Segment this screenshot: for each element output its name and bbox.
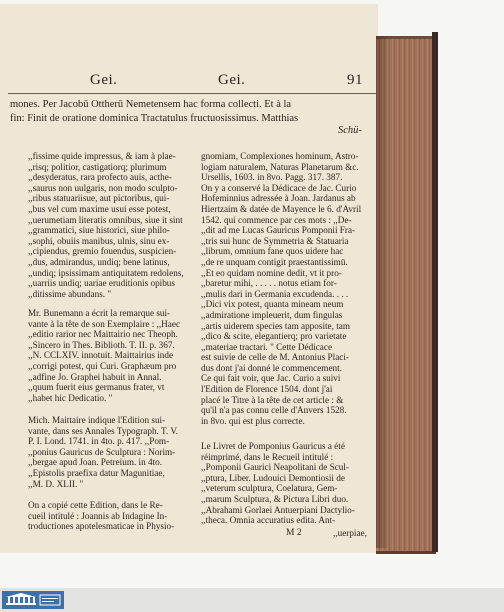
text-line: ,,desyderatus, rara profecto auis, acthe- [28,172,172,183]
text-line: ,,baretur mihi, . . . . . notus etiam for- [201,278,337,289]
text-line: ,,de re unquam contigit praestantissimū. [201,256,348,267]
text-line: Ursellis, 1603. in 8vo. Pagg. 317. 387. [201,172,343,183]
text-line: ,,ribus statuariisue, aut pictoribus, qui- [28,193,170,204]
text-line: réimprimé, dans le Recueil intitulé : [201,451,334,462]
viewer-footer-strip [0,588,504,612]
text-line: l'Edition de Florence 1504. dont j'ai [201,384,333,395]
text-line: placé le Titre à la tête de cet article : & [201,394,344,405]
text-line: ,,ponius Gauricus de Sculptura : Norim- [28,446,176,457]
text-line: ,,bus vel cum maxime usui esse potest, [28,203,171,214]
text-line: ,,corrigi potest, qui Curi. Graphæum pro [28,360,177,371]
text-line: Ce qui fait voir, que Jac. Curio a suivi [201,373,341,384]
right-column-block-1 [201,151,376,426]
running-head [0,72,378,94]
text-line: ,,ptura, Liber. Ludouici Demontiosii de [201,472,345,483]
text-line: ,,Dici vix potest, quanta mineam neum [201,299,344,310]
text-line: ,,saurus non uulgaris, non modo sculpto- [28,182,178,193]
text-line: ,,dus, admirandus, undiq; bene latinus, [28,256,170,267]
text-line: ,,materiae tractari. " Cette Dédicace [201,341,333,352]
text-line: ,,mulis dari in Germania excudenda. . . . [201,288,349,299]
text-line: Mr. Bunemann a écrit la remarque sui- [28,308,171,318]
text-line: ,,Abrahami Gorlaei Antuerpiani Dactylio- [201,504,355,515]
text-line: ,,Sincero in Thes. Biblioth. T. II. p. 367. [28,339,175,350]
book-cover-edge [432,32,438,552]
text-line: ,,cipiendus, gremio fouendus, suspicien- [28,246,177,257]
text-line: ,,tris sui hunc de Symmetria & Statuaria [201,235,349,246]
text-line: ,,M. D. XLII. " [28,478,84,489]
text-line: dus dont j'ai donné le commencement. [201,362,342,373]
text-line: ,,editio rarior nec Maittairio nec Theoph. [28,329,178,340]
top-entry-line-3: Schü- [338,125,362,136]
text-line: ,,marum Sculptura, & Pictura Libri duo. [201,493,349,504]
text-line: ,,dit ad me Lucas Gauricus Pomponii Fra- [201,225,356,236]
text-line: ,,fissime quide impressus, & iam à plae- [28,151,176,161]
text-line: ,,undiq; ipsissimam antiquitatem redolens, [28,267,184,278]
text-line: ,,quum fuerit eius germanus frater, vt [28,382,165,393]
text-line: Le Livret de Pomponius Gauricus a été [201,441,345,451]
text-line: Hofeminnius adressée à Joan. Jardanus ab [201,193,356,204]
text-line: Hiertzaim & datée de Mayence le 6. d'Avril [201,203,362,214]
left-column-block-4 [28,500,198,532]
text-line: ,,dico & scite, elegantierq; pro varietate [201,331,347,342]
text-line: ,,N. CCLXIV. innotuit. Maittairius inde [28,350,174,361]
left-column-block-2 [28,308,198,403]
text-line: On a copié cette Edition, dans le Re- [28,500,163,510]
text-line: ,,artis uiderem species tam apposite, tam [201,320,350,331]
text-line: 1542. qui commence par ces mots : ,,De- [201,214,352,225]
text-line: ,,admiratione impleuerit, dum fingulas [201,309,343,320]
text-line: gnomiam, Complexiones hominum, Astro- [201,151,359,161]
text-line: Mich. Maittaire indique l'Edition sui- [28,415,166,425]
text-line: ,,veterum sculptura, Coelatura, Gem- [201,483,338,494]
book [0,2,438,553]
fore-edge-shadow [376,36,390,548]
text-line: ,,bergae apud Joan. Petreium. in 4to. [28,457,163,468]
text-line: ,,uarriis undiq; uariae eruditionis opibus [28,278,175,289]
text-line: On y a conservé la Dédicace de Jac. Curio [201,182,357,193]
text-line: ,,habet hic Dedicatio. " [28,392,113,403]
text-line: ,,risq; politior, castigatiorq; plurimum [28,161,167,172]
text-line: ,,librum, omnium fane quos uidere hac [201,246,344,257]
text-line: cueil intitulé : Joannis ab Indagine In- [28,510,168,521]
text-line: vante, dans ses Annales Typograph. T. V. [28,425,179,436]
top-entry-line-1: mones. Per Jacobū Ottherū Nemetensem hac forma collecti. Et à la [10,99,292,110]
running-head-middle: Gei. [218,72,246,88]
library-logo-icon [2,591,64,609]
text-line: ,,Pomponii Gaurici Neapolitani de Scul- [201,462,349,473]
left-column-block-1 [28,151,198,299]
text-line: ,,sophi, obuiis manibus, ulnis, sinu ex- [28,235,170,246]
catchword: ,,uerpiae, [333,528,367,538]
left-column-block-3 [28,415,198,489]
page-number: 91 [347,72,363,88]
text-line: est suivie de celle de M. Antonius Placi- [201,352,349,363]
signature-mark: M 2 [286,528,302,538]
text-line: qu'il n'a pas connu celle d'Anvers 1528. [201,405,347,416]
text-line: ,,grammatici, siue historici, siue philo- [28,225,170,236]
book-page [0,4,378,553]
text-line: ,,Et eo quidam nomine dedit, vt it pro- [201,267,342,278]
text-line: troductiones apotelesmaticae in Physio- [28,521,175,532]
text-line: ,,adfine Jo. Graphei habuit in Annal. [28,371,162,382]
text-line: ,,uerumetiam literatis omnibus, siue it sint [28,214,183,225]
top-entry-line-2: fin: Finit de oratione dominica Tractatulus fructuosissimus. Matthias [10,113,299,124]
right-column-block-2 [201,441,376,526]
text-line: ,,Epistolis praefixa datur Magunitiae, [28,467,165,478]
text-line: logiam naturalem, Naturas Planetarum &c. [201,161,359,172]
text-line: in 8vo. qui est plus correcte. [201,415,305,426]
header-rule [8,93,378,94]
running-head-left: Gei. [90,72,118,88]
text-line: vante à la tête de son Exemplaire : ,,Haec [28,318,181,329]
text-line: P. I. Lond. 1741. in 4to. p. 417. ,,Pom- [28,436,170,447]
text-line: ,,theca. Omnia accuratius edita. Ant- [201,515,336,526]
text-line: ,,ditissime abundans. " [28,288,112,299]
